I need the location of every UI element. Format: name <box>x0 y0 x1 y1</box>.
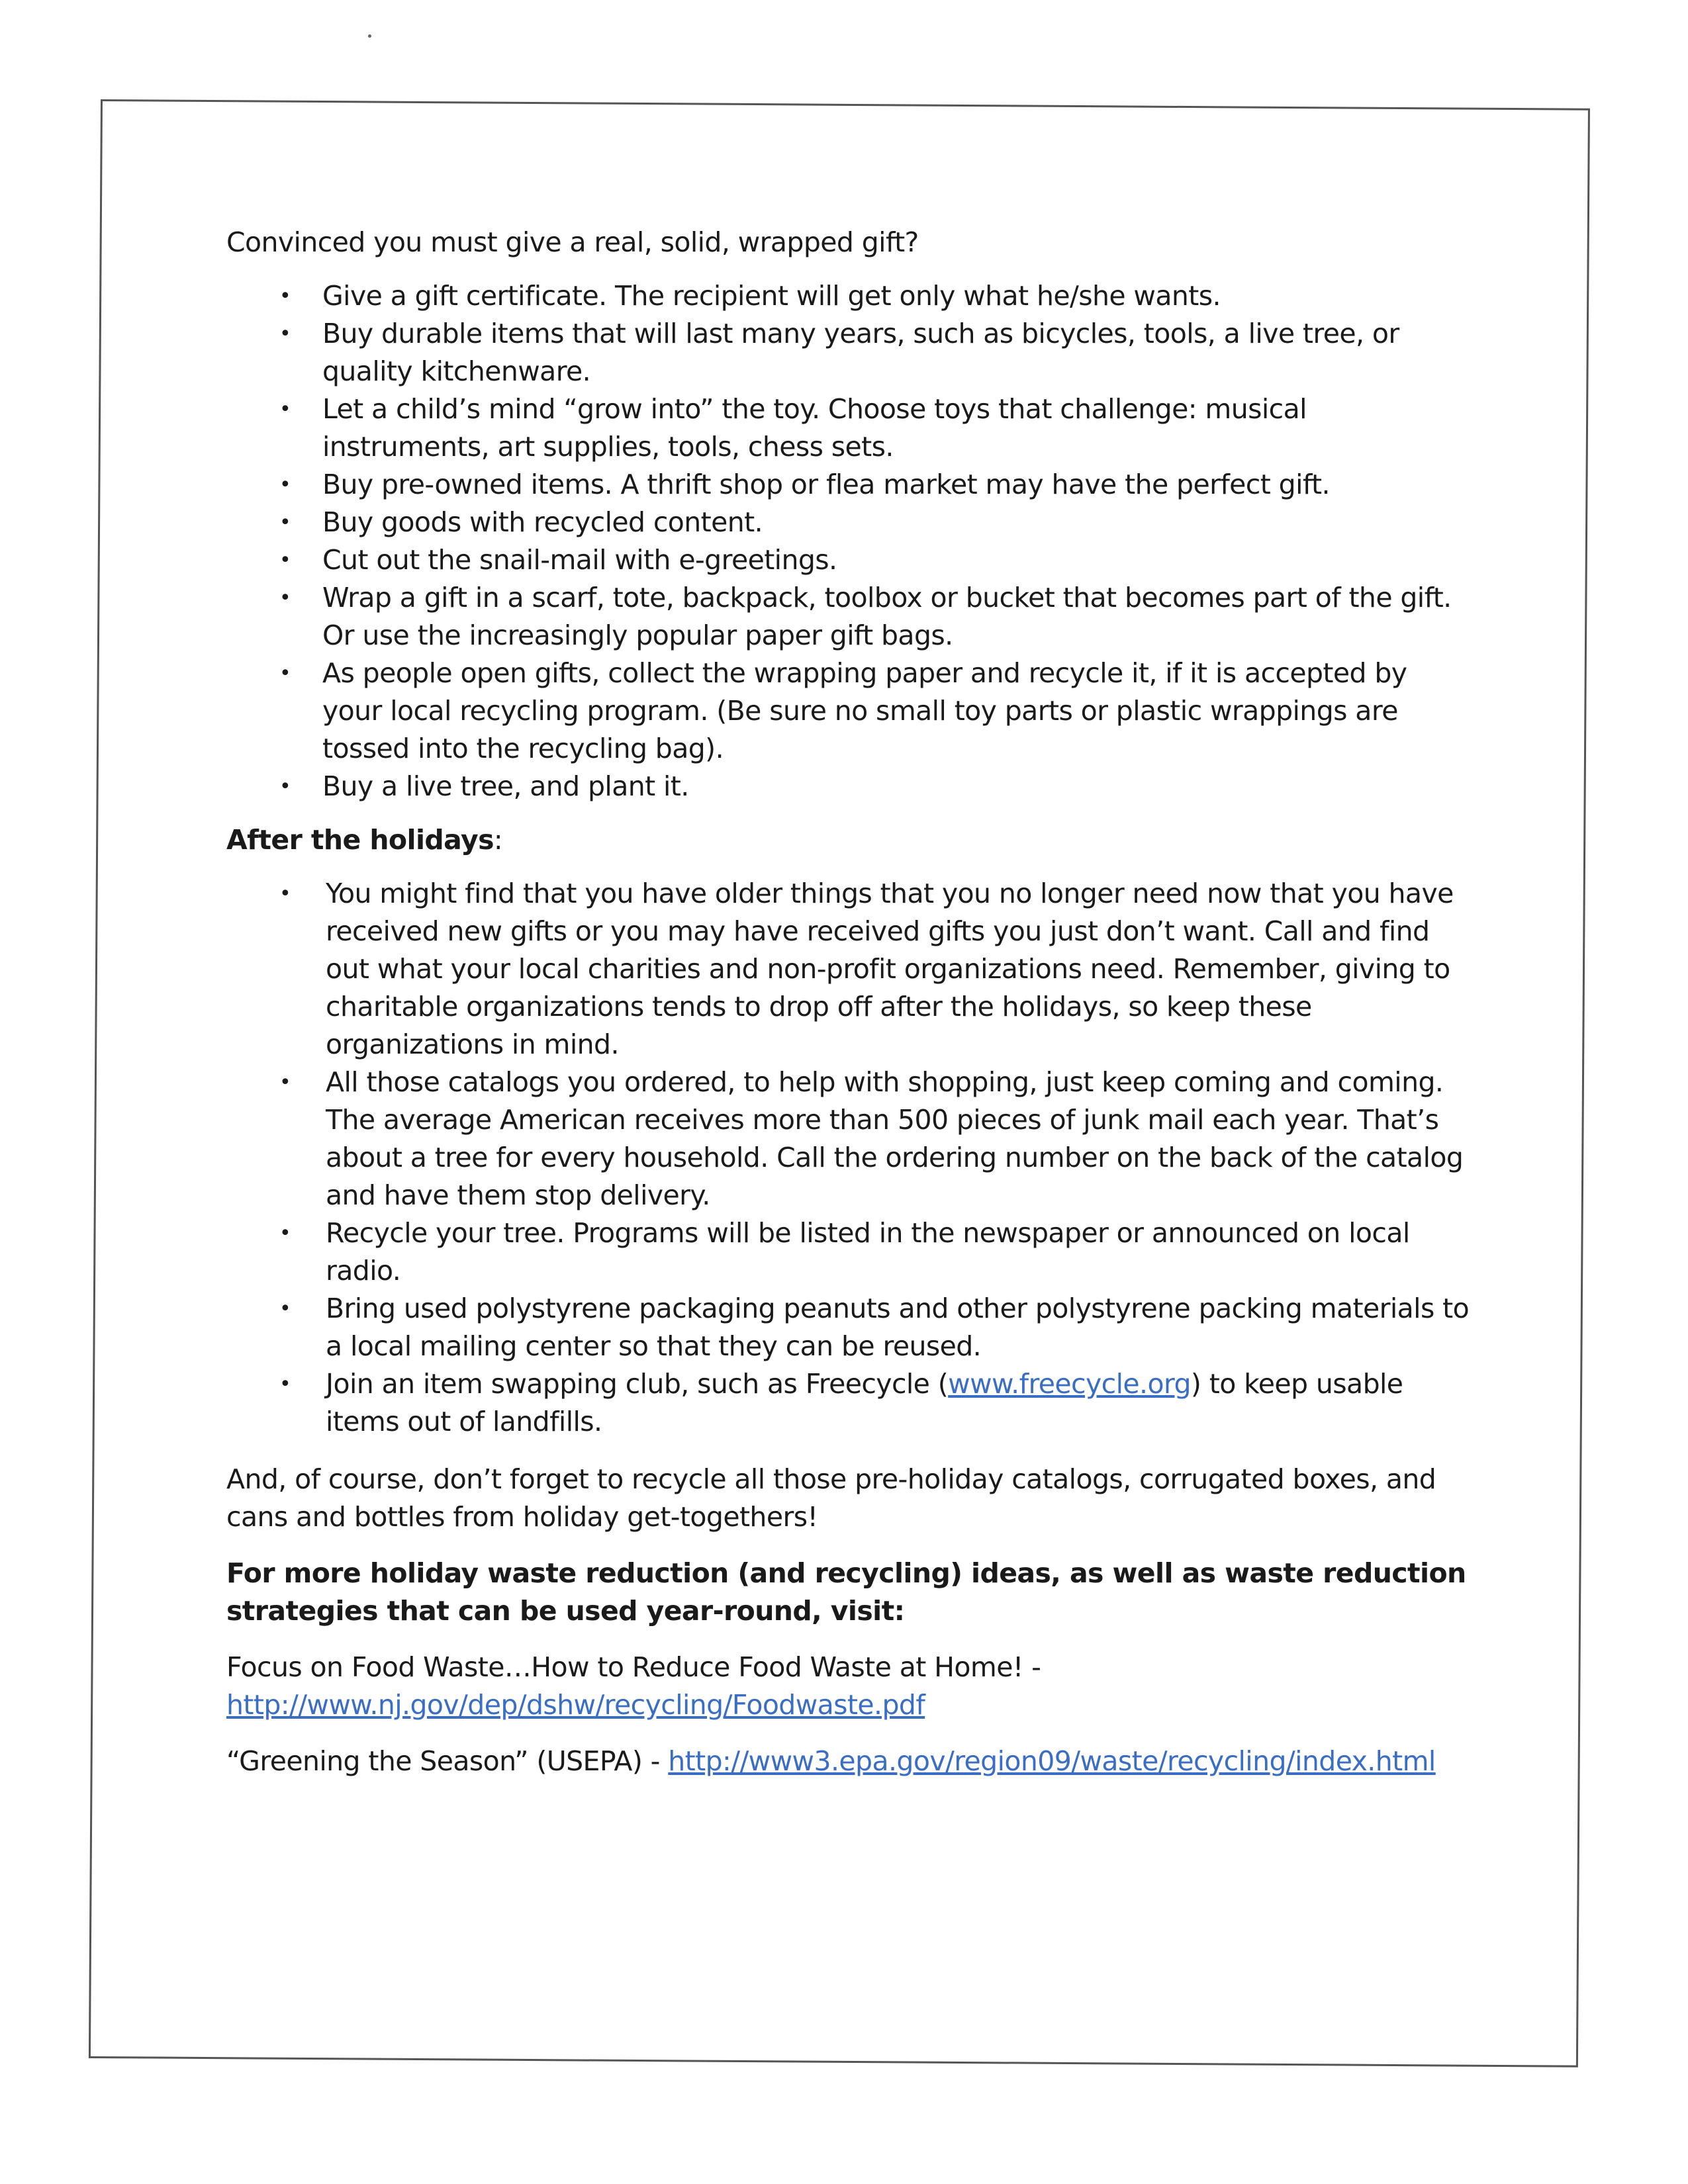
list-item-text: All those catalogs you ordered, to help with shopping, just keep coming and coming. The average American receives more than 500 pieces of junk mail each year. That’s about a tree for every household. Call the ordering number on the back of the catalog and have them stop delivery. <box>326 1066 1464 1211</box>
after-holidays-heading <box>226 821 1471 859</box>
list-item <box>226 1064 1471 1214</box>
bullet-icon: • <box>279 1222 291 1245</box>
list-item <box>226 1214 1471 1290</box>
freecycle-text-before: Join an item swapping club, such as Freecycle ( <box>326 1368 949 1400</box>
bullet-icon: • <box>279 586 291 610</box>
bullet-icon: • <box>279 882 291 905</box>
list-item-text: Wrap a gift in a scarf, tote, backpack, toolbox or bucket that becomes part of the gift. Or use the increasingly popular paper gift bags. <box>322 582 1452 651</box>
list-item-text: Buy a live tree, and plant it. <box>322 770 689 802</box>
bullet-icon: • <box>279 285 291 308</box>
list-item-text: Buy goods with recycled content. <box>322 506 763 538</box>
bullet-icon: • <box>279 1373 291 1396</box>
document-body <box>226 224 1471 1799</box>
bullet-icon: • <box>279 662 291 685</box>
bullet-icon: • <box>279 511 291 534</box>
list-item <box>226 277 1471 315</box>
list-item <box>226 504 1471 541</box>
after-holidays-list <box>226 875 1471 1441</box>
list-item <box>226 315 1471 390</box>
bullet-icon: • <box>279 473 291 496</box>
list-item <box>226 390 1471 466</box>
more-ideas-heading: For more holiday waste reduction (and recycling) ideas, as well as waste reduction strategies that can be used year-round, visit: <box>226 1557 1466 1627</box>
bullet-icon: • <box>279 398 291 421</box>
list-item <box>226 579 1471 655</box>
resource-text: Focus on Food Waste…How to Reduce Food Waste at Home! - <box>226 1651 1041 1683</box>
epa-link[interactable]: http://www3.epa.gov/region09/waste/recycling/index.html <box>668 1745 1436 1777</box>
list-item-text: Buy durable items that will last many years, such as bicycles, tools, a live tree, or quality kitchenware. <box>322 318 1399 387</box>
bullet-icon: • <box>279 549 291 572</box>
list-item <box>226 1365 1471 1441</box>
resource-greening-season <box>226 1743 1471 1780</box>
bullet-icon: • <box>279 1297 291 1320</box>
list-item <box>226 768 1471 805</box>
resource-food-waste <box>226 1649 1471 1724</box>
after-holidays-heading-bold: After the holidays <box>226 824 494 856</box>
list-item-text: As people open gifts, collect the wrapping paper and recycle it, if it is accepted by your local recycling program. (Be sure no small toy parts or plastic wrappings are tossed into the recycling bag). <box>322 657 1407 764</box>
list-item-text: Bring used polystyrene packaging peanuts and other polystyrene packing materials to a local mailing center so that they can be reused. <box>326 1293 1470 1362</box>
list-item-text: Give a gift certificate. The recipient will get only what he/she wants. <box>322 280 1221 312</box>
bullet-icon: • <box>279 775 291 798</box>
bullet-icon: • <box>279 322 291 345</box>
gift-tips-list <box>226 277 1471 805</box>
list-item-text: Recycle your tree. Programs will be listed in the newspaper or announced on local radio. <box>326 1217 1410 1287</box>
list-item <box>226 466 1471 504</box>
intro-text: Convinced you must give a real, solid, wrapped gift? <box>226 226 919 258</box>
closing-text: And, of course, don’t forget to recycle all those pre-holiday catalogs, corrugated boxes, and cans and bottles from holiday get-togethers! <box>226 1463 1436 1533</box>
bullet-icon: • <box>279 1071 291 1094</box>
list-item-text: Buy pre-owned items. A thrift shop or flea market may have the perfect gift. <box>322 469 1330 500</box>
list-item-text: Let a child’s mind “grow into” the toy. Choose toys that challenge: musical instruments, art supplies, tools, chess sets. <box>322 393 1307 463</box>
scan-speck <box>368 34 371 38</box>
food-waste-link[interactable]: http://www.nj.gov/dep/dshw/recycling/Foodwaste.pdf <box>226 1689 925 1721</box>
list-item <box>226 1290 1471 1365</box>
freecycle-link[interactable]: www.freecycle.org <box>948 1368 1191 1400</box>
freecycle-text-after: ) to keep usable items out of landfills. <box>326 1368 1403 1437</box>
list-item <box>226 541 1471 579</box>
list-item-text: You might find that you have older things that you no longer need now that you have received new gifts or you may have received gifts you just don’t want. Call and find out what your local charities and non-profit organizations need. Remember, giving to charitable organizations tends to drop off after the holidays, so keep these organizations in mind. <box>326 878 1454 1060</box>
list-item <box>226 655 1471 768</box>
after-holidays-heading-colon: : <box>493 824 503 856</box>
list-item <box>226 875 1471 1064</box>
list-item-text: Cut out the snail-mail with e-greetings. <box>322 544 837 576</box>
resource-text: “Greening the Season” (USEPA) - <box>226 1745 660 1777</box>
